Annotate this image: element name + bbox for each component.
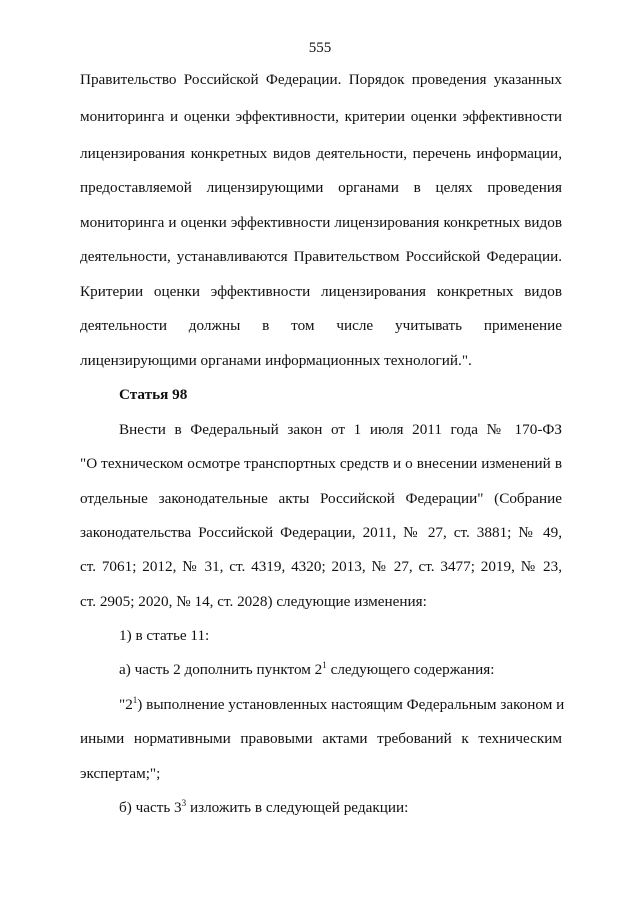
paragraph-line: деятельности, устанавливаются Правительством Российской Федерации. xyxy=(80,248,562,265)
superscript: 3 xyxy=(181,798,187,808)
paragraph-line: "О техническом осмотре транспортных средств и о внесении изменений в xyxy=(80,455,562,472)
paragraph-line: законодательства Российской Федерации, 2011, № 27, ст. 3881; № 49, xyxy=(80,524,562,541)
paragraph-line: мониторинга и оценки эффективности лицензирования конкретных видов xyxy=(80,214,562,231)
paragraph-line: предоставляемой лицензирующими органами в целях проведения xyxy=(80,179,562,196)
paragraph-line: Критерии оценки эффективности лицензирования конкретных видов xyxy=(80,283,562,300)
list-item-text: изложить в следующей редакции: xyxy=(186,799,409,816)
paragraph-line: лицензирования конкретных видов деятельности, перечень информации, xyxy=(80,145,562,162)
quote-line: экспертам;"; xyxy=(80,765,161,782)
superscript: 1 xyxy=(322,660,327,670)
page-number: 555 xyxy=(308,40,332,56)
paragraph-line: отдельные законодательные акты Российской Федерации" (Собрание xyxy=(80,490,562,507)
list-item-text: б) часть 3 xyxy=(119,799,182,816)
paragraph-line: лицензирующими органами информационных технологий.". xyxy=(80,352,472,369)
list-item xyxy=(119,661,494,679)
superscript: 1 xyxy=(132,695,138,705)
paragraph-line: ст. 7061; 2012, № 31, ст. 4319, 4320; 2013, № 27, ст. 3477; 2019, № 23, xyxy=(80,558,562,575)
quote-line xyxy=(119,695,565,714)
paragraph-line: мониторинга и оценки эффективности, критерии оценки эффективности xyxy=(80,108,562,125)
article-heading: Статья 98 xyxy=(119,386,188,403)
list-item: 1) в статье 11: xyxy=(119,627,210,644)
list-item-text: следующего содержания: xyxy=(326,661,495,678)
list-item xyxy=(119,799,408,817)
paragraph-line: деятельности должны в том числе учитывать применение xyxy=(80,317,562,334)
list-item-text: а) часть 2 дополнить пунктом 2 xyxy=(119,661,323,678)
paragraph-line: ст. 2905; 2020, № 14, ст. 2028) следующие изменения: xyxy=(80,593,427,610)
quote-line: иными нормативными правовыми актами требований к техническим xyxy=(80,730,562,747)
quote-text: ) выполнение установленных настоящим Федеральным законом и xyxy=(137,696,565,713)
quote-text: "2 xyxy=(119,696,133,713)
paragraph-line: Внести в Федеральный закон от 1 июля 2011 года № 170-ФЗ xyxy=(119,421,562,438)
paragraph-line: Правительство Российской Федерации. Порядок проведения указанных xyxy=(80,71,562,88)
